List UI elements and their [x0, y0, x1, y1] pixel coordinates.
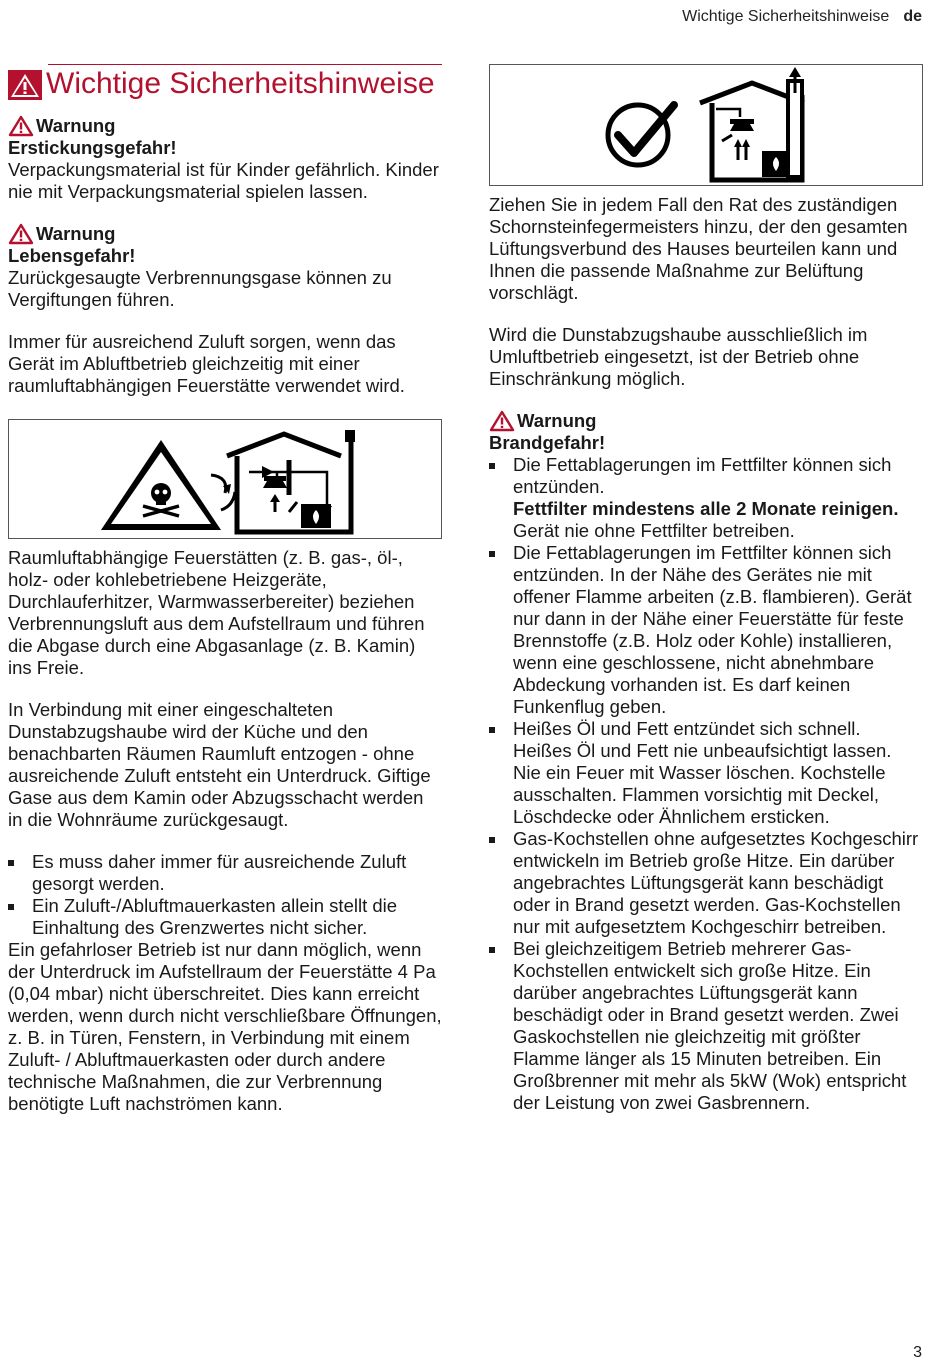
warning-block-suffocation	[8, 115, 442, 203]
checkmark-house-illustration	[490, 65, 922, 185]
warning-icon	[8, 115, 34, 137]
warning-text: Warnung	[36, 223, 116, 244]
bullet-list	[8, 851, 442, 939]
paragraph: In Verbindung mit einer eingeschalteten Dunstabzugshaube wird der Küche und den benachbarten Räumen Raumluft entzogen - ohne ausreichende Zuluft entsteht ein Unterdruck. Giftige Gase aus dem Kamin oder Abzugsschacht werden in die Wohnräume zurückgesaugt.	[8, 699, 431, 830]
hazard-heading: Erstickungsgefahr!	[8, 137, 177, 158]
warning-text: Warnung	[517, 410, 597, 431]
paragraph: Wird die Dunstabzugshaube ausschließlich im Umluftbetrieb eingesetzt, ist der Betrieb ohne Einschränkung möglich.	[489, 324, 868, 389]
list-item: Heißes Öl und Fett entzündet sich schnell. Heißes Öl und Fett nie unbeaufsichtigt lassen. Nie ein Feuer mit Wasser löschen. Kochstelle ausschalten. Flammen vorsichtig mit Deckel, Löschdecke oder Ähnlichem ersticken.	[489, 718, 923, 828]
list-item: Bei gleichzeitigem Betrieb mehrerer Gas-Kochstellen entwickelt sich große Hitze. Ein darüber angebrachtes Lüftungsgerät kann beschädigt oder in Brand gesetzt werden. Zwei Gaskochstellen nie gleichzeitig mit größter Flamme länger als 15 Minuten betreiben. Ein Großbrenner mit mehr als 5kW (Wok) entspricht der Leistung von zwei Gasbrennern.	[489, 938, 923, 1114]
paragraph: Ziehen Sie in jedem Fall den Rat des zuständigen Schornsteinfegermeisters hinzu, der den gesamten Lüftungsverbund des Hauses beurteilen kann und Ihnen die passende Maßnahme zur Belüftung vorschlägt.	[489, 194, 908, 303]
list-item: Gas-Kochstellen ohne aufgesetztes Kochgeschirr entwickeln im Betrieb große Hitze. Ein darüber angebrachtes Lüftungsgerät kann beschädigt oder in Brand gesetzt werden. Gas-Kochstellen nur mit aufgesetztem Kochgeschirr betreiben.	[489, 828, 923, 938]
warning-block-fire	[489, 410, 923, 454]
bullet-list	[489, 454, 923, 1114]
illustration-exhaust-hazard	[8, 419, 442, 539]
warning-text: Warnung	[36, 115, 116, 136]
paragraph: Ein gefahrloser Betrieb ist nur dann möglich, wenn der Unterdruck im Aufstellraum der Feuerstätte 4 Pa (0,04 mbar) nicht überschreitet. Dies kann erreicht werden, wenn durch nicht verschließbare Öffnungen, z. B. in Türen, Fenstern, in Verbindung mit einem Zuluft- / Abluftmauerkasten oder durch andere technische Maßnahmen, die zur Verbrennung benötigte Luft nachströmen kann.	[8, 939, 442, 1114]
illustration-recirculation-ok	[489, 64, 923, 186]
list-item	[489, 454, 923, 542]
right-column	[489, 64, 923, 1114]
list-item: Ein Zuluft-/Abluftmauerkasten allein stellt die Einhaltung des Grenzwertes nicht sicher.	[8, 895, 442, 939]
hazard-heading: Brandgefahr!	[489, 432, 606, 453]
house-icon	[227, 434, 351, 532]
skull-warning-house-illustration	[9, 420, 441, 538]
paragraph: Raumluftabhängige Feuerstätten (z. B. gas-, öl-, holz- oder kohlebetriebene Heizgeräte, Durchlauferhitzer, Warmwasserbereiter) beziehen Verbrennungsluft aus dem Aufstellraum und führen die Abgase durch eine Abgasanlage (z. B. Kamin) ins Freie.	[8, 547, 425, 678]
language-code: de	[903, 8, 922, 25]
warning-label	[8, 223, 442, 245]
warning-icon	[8, 223, 34, 245]
warning-triangle-icon	[8, 70, 42, 100]
hazard-triangle-icon	[101, 440, 221, 530]
warning-label	[8, 115, 442, 137]
page-header	[682, 8, 922, 26]
hazard-text: Verpackungsmaterial ist für Kinder gefährlich. Kinder nie mit Verpackungsmaterial spielen lassen.	[8, 159, 439, 202]
title-rule	[48, 64, 442, 65]
page-title: Wichtige Sicherheitshinweise	[46, 67, 435, 100]
page-number: 3	[913, 1344, 922, 1361]
list-item-text: Gerät nie ohne Fettfilter betreiben.	[513, 520, 795, 541]
list-item: Die Fettablagerungen im Fettfilter können sich entzünden. In der Nähe des Gerätes nie mit offener Flamme arbeiten (z.B. flambieren). Gerät nur dann in der Nähe einer Feuerstätte für feste Brennstoffe (z.B. Holz oder Kohle) installieren, wenn eine geschlossene, nicht abnehmbare Abdeckung vorhanden ist. Es darf keinen Funkenflug geben.	[489, 542, 923, 718]
header-section-title: Wichtige Sicherheitshinweise	[682, 8, 890, 25]
checkmark-icon	[608, 105, 674, 165]
warning-icon	[489, 410, 515, 432]
section-title	[8, 67, 442, 101]
left-column	[8, 64, 442, 1115]
list-item: Es muss daher immer für ausreichende Zuluft gesorgt werden.	[8, 851, 442, 895]
list-item-text: Die Fettablagerungen im Fettfilter können sich entzünden.	[513, 454, 892, 497]
hazard-heading: Lebensgefahr!	[8, 245, 136, 266]
warning-block-danger-to-life	[8, 223, 442, 311]
list-item-bold: Fettfilter mindestens alle 2 Monate reinigen.	[513, 498, 899, 519]
paragraph: Immer für ausreichend Zuluft sorgen, wenn das Gerät im Abluftbetrieb gleichzeitig mit einer raumluftabhängigen Feuerstätte verwendet wird.	[8, 331, 405, 396]
warning-label	[489, 410, 923, 432]
hazard-text: Zurückgesaugte Verbrennungsgase können zu Vergiftungen führen.	[8, 267, 392, 310]
